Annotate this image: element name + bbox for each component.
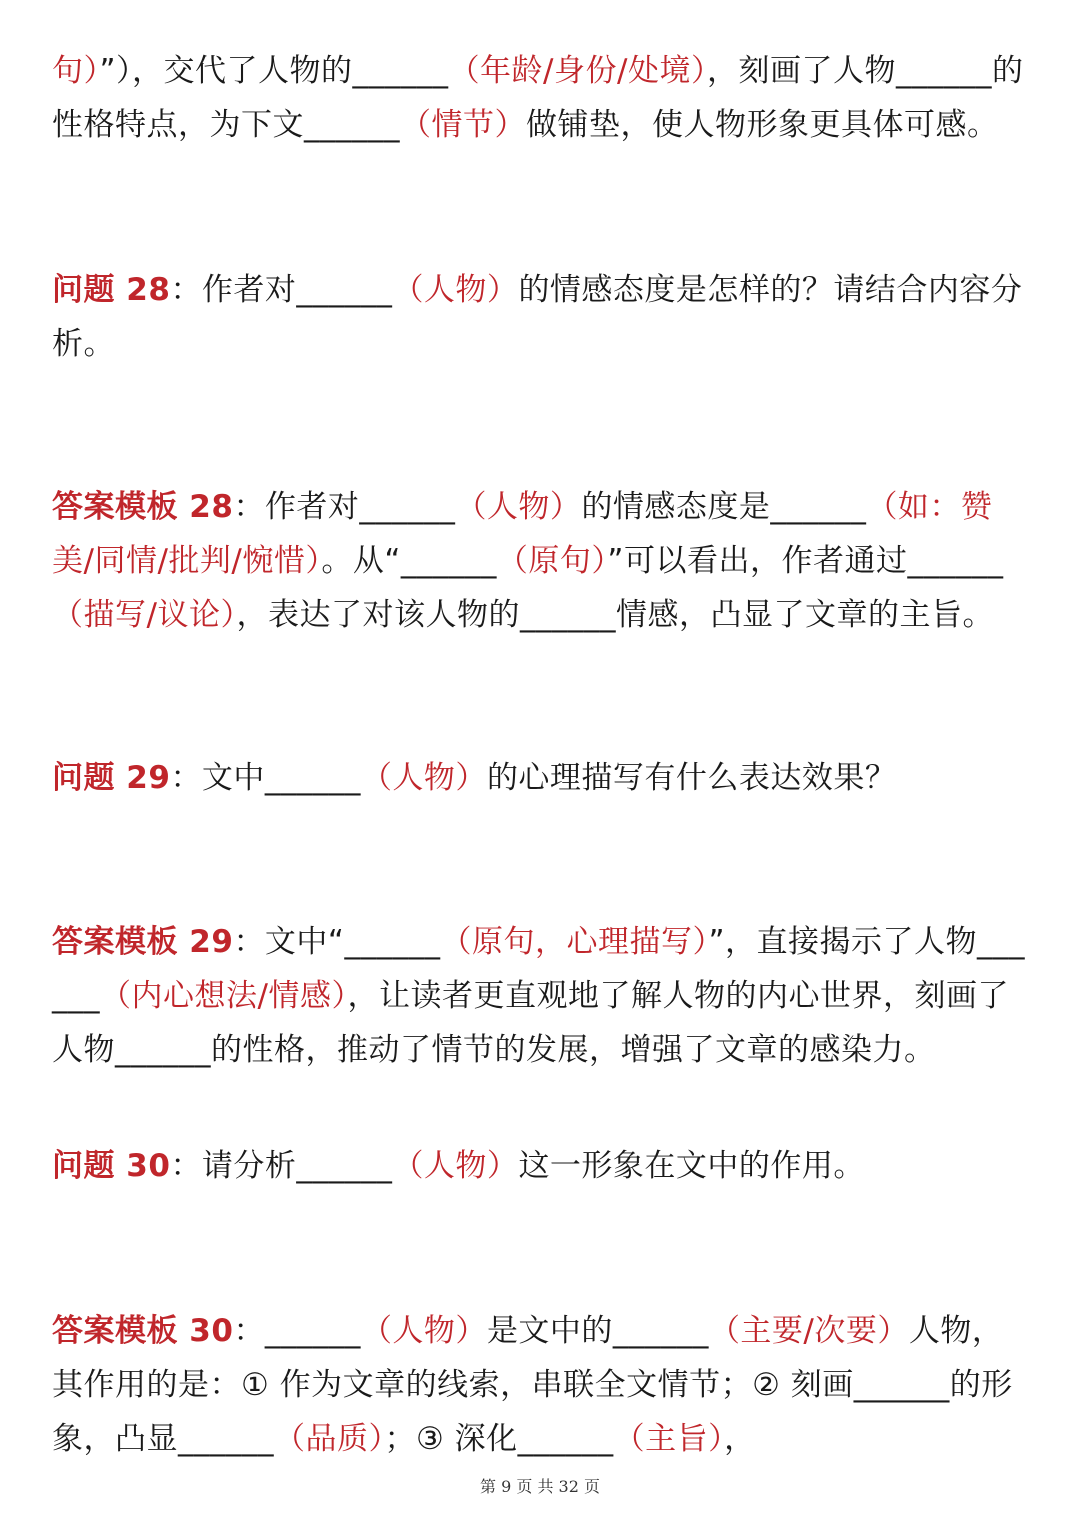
- page-footer: 第 9 页 共 32 页: [480, 1477, 600, 1496]
- answer-template-28-paragraph: [52, 480, 1028, 642]
- answer-template-30-paragraph: [52, 1304, 1028, 1466]
- hint-text: （主要/次要）: [708, 1313, 909, 1349]
- text-segment: ：作者对______: [233, 489, 456, 525]
- hint-text: （原句，心理描写）: [440, 924, 709, 960]
- question-label: 答案模板 30: [52, 1313, 234, 1349]
- continuation-paragraph-27: [52, 44, 1028, 152]
- text-segment: 的心理描写有什么表达效果？: [486, 760, 897, 796]
- question-label: 答案模板 29: [52, 924, 234, 960]
- text-segment: ”可以看出，作者通过______: [607, 543, 1004, 579]
- question-label: 答案模板 28: [52, 489, 234, 525]
- question-30-paragraph: [52, 1139, 1028, 1193]
- hint-text: （人物）: [392, 272, 519, 308]
- hint-text: （人物）: [455, 489, 582, 525]
- text-segment: ，刻画了人物______的性格特点，为下文______: [52, 53, 1024, 143]
- hint-text: （情节）: [400, 107, 526, 143]
- text-segment: 。从“______: [321, 543, 497, 579]
- text-segment: 的情感态度是______: [581, 489, 867, 525]
- text-segment: ：______: [233, 1313, 361, 1349]
- text-segment: ，让读者更直观地了解人物的内心世界，刻画了人物______的性格，推动了情节的发展，增强了文章的感染力。: [52, 978, 1009, 1068]
- text-segment: 是文中的______: [486, 1313, 709, 1349]
- text-segment: ：请分析______: [170, 1148, 393, 1184]
- text-segment: ”），交代了人物的______: [99, 53, 449, 89]
- hint-text: （人物）: [360, 1313, 487, 1349]
- hint-text: （原句）: [496, 543, 608, 579]
- hint-text: （年龄/身份/处境）: [448, 53, 707, 89]
- hint-text: （内心想法/情感）: [100, 978, 348, 1014]
- text-segment: 这一形象在文中的作用。: [518, 1148, 865, 1184]
- text-segment: ：文中______: [170, 760, 361, 796]
- hint-text: （人物）: [392, 1148, 519, 1184]
- question-label: 问题 28: [52, 272, 171, 308]
- answer-template-29-paragraph: [52, 915, 1028, 1077]
- question-label: 问题 30: [52, 1148, 171, 1184]
- question-28-paragraph: [52, 263, 1028, 371]
- text-segment: ”，直接揭示了人物______: [52, 924, 1026, 1014]
- hint-text: （品质）: [274, 1421, 385, 1457]
- text-segment: ，: [724, 1421, 756, 1457]
- hint-text: 句）: [52, 53, 100, 89]
- text-segment: ：文中“______: [233, 924, 441, 960]
- text-segment: 人物，其作用的是：① 作为文章的线索，串联全文情节；② 刻画______的形象，凸显______: [52, 1313, 1013, 1457]
- text-segment: ；③ 深化______: [384, 1421, 614, 1457]
- text-segment: ，表达了对该人物的______情感，凸显了文章的主旨。: [236, 597, 994, 633]
- question-label: 问题 29: [52, 760, 171, 796]
- question-29-paragraph: [52, 751, 1028, 805]
- hint-text: （描写/议论）: [52, 597, 237, 633]
- hint-text: （主旨）: [613, 1421, 725, 1457]
- hint-text: （如：赞美/同情/批判/惋惜）: [52, 489, 993, 579]
- text-segment: 的情感态度是怎样的？请结合内容分析。: [52, 272, 1023, 362]
- text-segment: ：作者对______: [170, 272, 393, 308]
- hint-text: （人物）: [360, 760, 487, 796]
- text-segment: 做铺垫，使人物形象更具体可感。: [526, 107, 999, 143]
